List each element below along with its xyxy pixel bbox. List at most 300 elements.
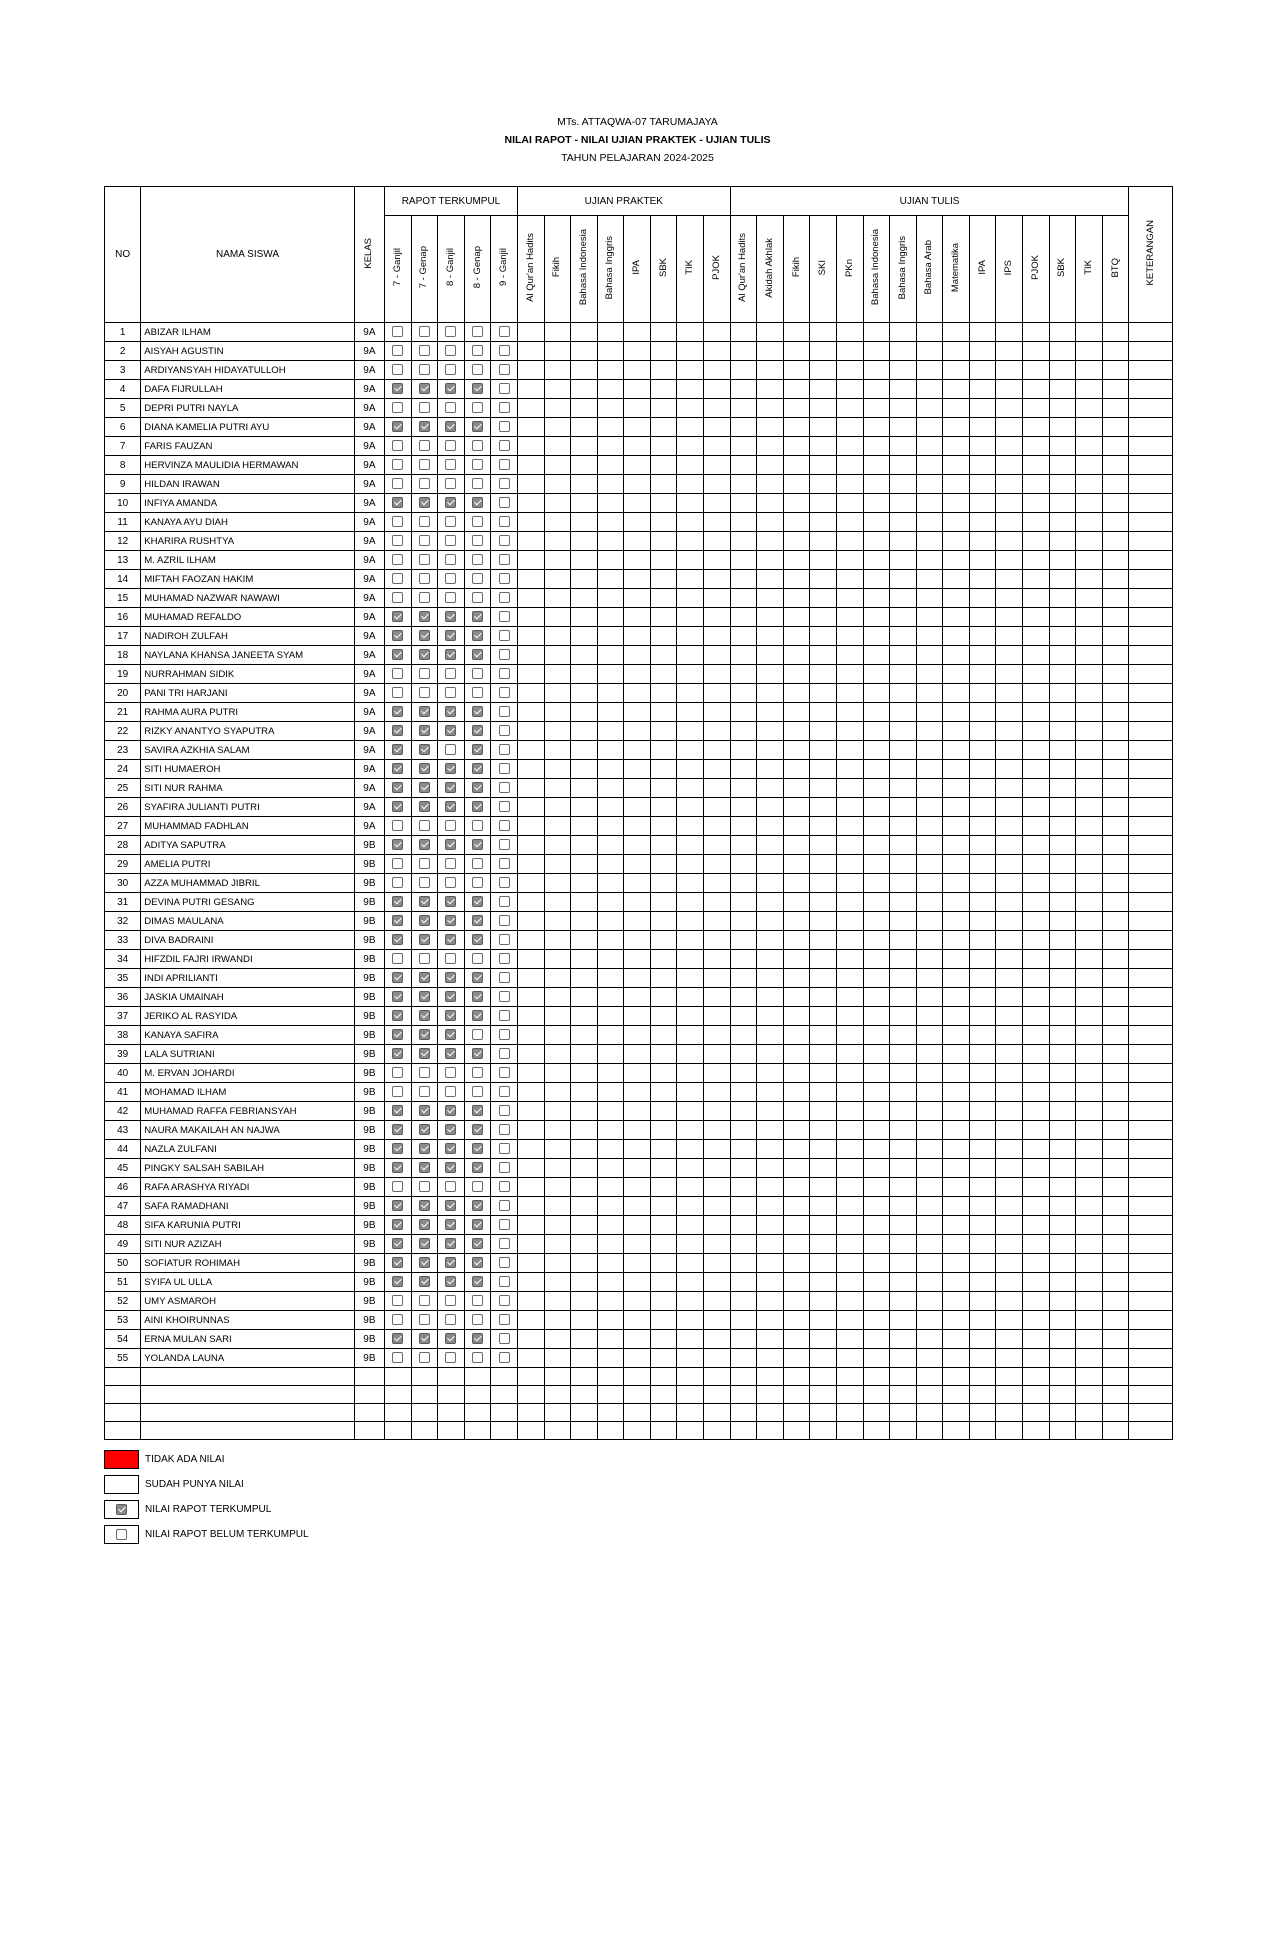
unchecked-checkbox[interactable] — [445, 1295, 456, 1306]
checked-checkbox[interactable] — [472, 1333, 483, 1344]
checked-checkbox[interactable] — [419, 421, 430, 432]
unchecked-checkbox[interactable] — [445, 402, 456, 413]
checked-checkbox[interactable] — [419, 801, 430, 812]
unchecked-checkbox[interactable] — [499, 763, 510, 774]
unchecked-checkbox[interactable] — [499, 668, 510, 679]
unchecked-checkbox[interactable] — [445, 440, 456, 451]
checked-checkbox[interactable] — [392, 1143, 403, 1154]
unchecked-checkbox[interactable] — [445, 1086, 456, 1097]
unchecked-checkbox[interactable] — [499, 573, 510, 584]
checked-checkbox[interactable] — [419, 744, 430, 755]
checked-checkbox[interactable] — [472, 1200, 483, 1211]
checked-checkbox[interactable] — [445, 706, 456, 717]
checked-checkbox[interactable] — [445, 1238, 456, 1249]
checked-checkbox[interactable] — [472, 763, 483, 774]
cell-grade — [1023, 988, 1050, 1007]
checked-checkbox[interactable] — [472, 991, 483, 1002]
unchecked-checkbox[interactable] — [392, 478, 403, 489]
unchecked-checkbox[interactable] — [419, 877, 430, 888]
unchecked-checkbox[interactable] — [392, 345, 403, 356]
unchecked-checkbox[interactable] — [472, 820, 483, 831]
unchecked-checkbox[interactable] — [392, 326, 403, 337]
unchecked-checkbox[interactable] — [445, 364, 456, 375]
unchecked-checkbox[interactable] — [419, 1314, 430, 1325]
checked-checkbox[interactable] — [392, 1010, 403, 1021]
unchecked-checkbox[interactable] — [445, 592, 456, 603]
checked-checkbox[interactable] — [472, 1238, 483, 1249]
checked-checkbox[interactable] — [419, 782, 430, 793]
unchecked-checkbox[interactable] — [419, 687, 430, 698]
unchecked-checkbox[interactable] — [392, 1181, 403, 1192]
checked-checkbox[interactable] — [392, 649, 403, 660]
unchecked-checkbox[interactable] — [419, 858, 430, 869]
unchecked-checkbox[interactable] — [419, 326, 430, 337]
checked-checkbox[interactable] — [472, 497, 483, 508]
unchecked-checkbox[interactable] — [499, 1333, 510, 1344]
checked-checkbox[interactable] — [445, 896, 456, 907]
unchecked-checkbox[interactable] — [392, 1295, 403, 1306]
checked-checkbox[interactable] — [472, 383, 483, 394]
unchecked-checkbox[interactable] — [419, 364, 430, 375]
checked-checkbox[interactable] — [445, 1333, 456, 1344]
unchecked-checkbox[interactable] — [392, 820, 403, 831]
unchecked-checkbox[interactable] — [472, 1314, 483, 1325]
unchecked-checkbox[interactable] — [472, 1086, 483, 1097]
checked-checkbox[interactable] — [419, 383, 430, 394]
checked-checkbox[interactable] — [419, 972, 430, 983]
unchecked-checkbox[interactable] — [392, 668, 403, 679]
unchecked-checkbox[interactable] — [445, 535, 456, 546]
checked-checkbox[interactable] — [472, 421, 483, 432]
cell-grade — [1049, 1121, 1076, 1140]
checked-checkbox[interactable] — [419, 630, 430, 641]
unchecked-checkbox[interactable] — [499, 896, 510, 907]
unchecked-checkbox[interactable] — [472, 592, 483, 603]
checked-checkbox[interactable] — [472, 1162, 483, 1173]
unchecked-checkbox[interactable] — [499, 497, 510, 508]
checked-checkbox[interactable] — [445, 801, 456, 812]
checked-checkbox[interactable] — [472, 725, 483, 736]
checked-checkbox[interactable] — [445, 915, 456, 926]
unchecked-checkbox[interactable] — [419, 516, 430, 527]
unchecked-checkbox[interactable] — [499, 839, 510, 850]
unchecked-checkbox[interactable] — [499, 649, 510, 660]
cell-grade — [783, 494, 810, 513]
checked-checkbox[interactable] — [392, 1276, 403, 1287]
unchecked-checkbox[interactable] — [392, 1086, 403, 1097]
unchecked-checkbox[interactable] — [499, 1219, 510, 1230]
checked-checkbox[interactable] — [445, 649, 456, 660]
unchecked-checkbox[interactable] — [472, 478, 483, 489]
checked-checkbox[interactable] — [392, 915, 403, 926]
checked-checkbox[interactable] — [392, 1257, 403, 1268]
unchecked-checkbox[interactable] — [499, 782, 510, 793]
checked-checkbox[interactable] — [419, 725, 430, 736]
checked-checkbox[interactable] — [445, 497, 456, 508]
unchecked-checkbox[interactable] — [419, 478, 430, 489]
unchecked-checkbox[interactable] — [392, 554, 403, 565]
checked-checkbox[interactable] — [472, 1124, 483, 1135]
unchecked-checkbox[interactable] — [445, 516, 456, 527]
unchecked-checkbox[interactable] — [445, 326, 456, 337]
checked-checkbox[interactable] — [419, 1219, 430, 1230]
cell-grade — [624, 1330, 651, 1349]
unchecked-checkbox[interactable] — [445, 1067, 456, 1078]
checked-checkbox[interactable] — [392, 1162, 403, 1173]
unchecked-checkbox[interactable] — [499, 402, 510, 413]
checked-checkbox[interactable] — [445, 782, 456, 793]
unchecked-checkbox[interactable] — [472, 1352, 483, 1363]
unchecked-checkbox[interactable] — [499, 687, 510, 698]
unchecked-checkbox[interactable] — [499, 1276, 510, 1287]
unchecked-checkbox[interactable] — [472, 516, 483, 527]
unchecked-checkbox[interactable] — [419, 1181, 430, 1192]
unchecked-checkbox[interactable] — [499, 1295, 510, 1306]
unchecked-checkbox[interactable] — [499, 1238, 510, 1249]
checked-checkbox[interactable] — [445, 1010, 456, 1021]
unchecked-checkbox[interactable] — [445, 877, 456, 888]
checked-checkbox[interactable] — [392, 421, 403, 432]
checked-checkbox[interactable] — [419, 1276, 430, 1287]
unchecked-checkbox[interactable] — [472, 364, 483, 375]
cell-grade — [517, 931, 544, 950]
unchecked-checkbox[interactable] — [472, 402, 483, 413]
unchecked-checkbox[interactable] — [472, 573, 483, 584]
unchecked-checkbox[interactable] — [445, 820, 456, 831]
checked-checkbox[interactable] — [419, 1124, 430, 1135]
unchecked-checkbox[interactable] — [392, 1352, 403, 1363]
unchecked-checkbox[interactable] — [445, 478, 456, 489]
cell-keterangan — [1129, 532, 1173, 551]
checked-checkbox[interactable] — [392, 991, 403, 1002]
unchecked-checkbox[interactable] — [419, 345, 430, 356]
checked-checkbox[interactable] — [445, 630, 456, 641]
checked-checkbox[interactable] — [419, 1162, 430, 1173]
unchecked-checkbox[interactable] — [445, 1181, 456, 1192]
checked-checkbox[interactable] — [419, 1238, 430, 1249]
unchecked-checkbox[interactable] — [392, 364, 403, 375]
unchecked-checkbox[interactable] — [499, 1257, 510, 1268]
checked-checkbox[interactable] — [472, 1105, 483, 1116]
unchecked-checkbox[interactable] — [392, 1314, 403, 1325]
checked-checkbox[interactable] — [392, 1219, 403, 1230]
cell-no: 29 — [105, 855, 141, 874]
unchecked-checkbox[interactable] — [445, 668, 456, 679]
checked-checkbox[interactable] — [392, 630, 403, 641]
unchecked-checkbox[interactable] — [445, 1352, 456, 1363]
unchecked-checkbox[interactable] — [499, 744, 510, 755]
unchecked-checkbox[interactable] — [499, 934, 510, 945]
unchecked-checkbox[interactable] — [392, 535, 403, 546]
checked-checkbox[interactable] — [445, 421, 456, 432]
checked-checkbox[interactable] — [472, 915, 483, 926]
checked-checkbox[interactable] — [419, 1048, 430, 1059]
checked-checkbox[interactable] — [445, 1143, 456, 1154]
unchecked-checkbox[interactable] — [419, 440, 430, 451]
checked-checkbox[interactable] — [392, 934, 403, 945]
cell-grade — [1102, 570, 1129, 589]
checked-checkbox[interactable] — [392, 744, 403, 755]
unchecked-checkbox[interactable] — [445, 687, 456, 698]
unchecked-checkbox[interactable] — [499, 554, 510, 565]
unchecked-checkbox[interactable] — [499, 1010, 510, 1021]
checked-checkbox[interactable] — [392, 1029, 403, 1040]
checked-checkbox[interactable] — [445, 1257, 456, 1268]
cell-grade — [916, 684, 943, 703]
unchecked-checkbox[interactable] — [499, 820, 510, 831]
unchecked-checkbox[interactable] — [499, 1181, 510, 1192]
unchecked-checkbox[interactable] — [499, 1124, 510, 1135]
unchecked-checkbox[interactable] — [472, 877, 483, 888]
unchecked-checkbox[interactable] — [499, 915, 510, 926]
checked-checkbox[interactable] — [472, 839, 483, 850]
unchecked-checkbox[interactable] — [419, 535, 430, 546]
unchecked-checkbox[interactable] — [419, 1352, 430, 1363]
unchecked-checkbox[interactable] — [392, 877, 403, 888]
checked-checkbox[interactable] — [419, 991, 430, 1002]
unchecked-checkbox[interactable] — [392, 858, 403, 869]
unchecked-checkbox[interactable] — [472, 345, 483, 356]
checked-checkbox[interactable] — [392, 972, 403, 983]
checked-checkbox[interactable] — [472, 630, 483, 641]
unchecked-checkbox[interactable] — [472, 535, 483, 546]
checked-checkbox[interactable] — [392, 383, 403, 394]
unchecked-checkbox[interactable] — [499, 592, 510, 603]
checked-checkbox[interactable] — [445, 383, 456, 394]
checked-checkbox[interactable] — [472, 1219, 483, 1230]
checked-checkbox[interactable] — [392, 1200, 403, 1211]
checked-checkbox[interactable] — [472, 934, 483, 945]
checked-checkbox[interactable] — [419, 1105, 430, 1116]
unchecked-checkbox[interactable] — [419, 592, 430, 603]
unchecked-checkbox[interactable] — [472, 687, 483, 698]
unchecked-checkbox[interactable] — [499, 706, 510, 717]
unchecked-checkbox[interactable] — [472, 668, 483, 679]
unchecked-checkbox[interactable] — [499, 1048, 510, 1059]
cell-rapot-1 — [411, 931, 438, 950]
unchecked-checkbox[interactable] — [499, 1314, 510, 1325]
unchecked-checkbox[interactable] — [499, 440, 510, 451]
cell-grade — [597, 703, 624, 722]
checked-checkbox[interactable] — [445, 611, 456, 622]
unchecked-checkbox[interactable] — [419, 820, 430, 831]
unchecked-checkbox[interactable] — [499, 1162, 510, 1173]
cell-grade — [969, 779, 996, 798]
checked-checkbox[interactable] — [419, 763, 430, 774]
unchecked-checkbox[interactable] — [392, 1067, 403, 1078]
cell-grade — [730, 1330, 757, 1349]
unchecked-checkbox[interactable] — [472, 858, 483, 869]
unchecked-checkbox[interactable] — [472, 554, 483, 565]
checked-checkbox[interactable] — [419, 1143, 430, 1154]
unchecked-checkbox[interactable] — [499, 858, 510, 869]
unchecked-checkbox[interactable] — [445, 345, 456, 356]
checked-checkbox[interactable] — [445, 839, 456, 850]
checked-checkbox[interactable] — [445, 934, 456, 945]
checked-checkbox[interactable] — [472, 744, 483, 755]
checked-checkbox[interactable] — [445, 1124, 456, 1135]
unchecked-checkbox[interactable] — [392, 459, 403, 470]
checked-checkbox[interactable] — [472, 782, 483, 793]
checked-checkbox[interactable] — [472, 1276, 483, 1287]
checked-checkbox[interactable] — [419, 1333, 430, 1344]
checked-checkbox[interactable] — [392, 782, 403, 793]
unchecked-checkbox[interactable] — [392, 592, 403, 603]
unchecked-checkbox[interactable] — [419, 1295, 430, 1306]
unchecked-checkbox[interactable] — [499, 611, 510, 622]
checked-checkbox[interactable] — [472, 801, 483, 812]
unchecked-checkbox[interactable] — [445, 858, 456, 869]
checked-checkbox[interactable] — [419, 915, 430, 926]
unchecked-checkbox[interactable] — [499, 1200, 510, 1211]
unchecked-checkbox[interactable] — [392, 440, 403, 451]
checked-checkbox[interactable] — [445, 991, 456, 1002]
checked-checkbox[interactable] — [392, 839, 403, 850]
cell-grade — [650, 912, 677, 931]
checked-checkbox[interactable] — [472, 1010, 483, 1021]
unchecked-checkbox[interactable] — [499, 516, 510, 527]
unchecked-checkbox[interactable] — [499, 478, 510, 489]
checked-checkbox[interactable] — [419, 611, 430, 622]
unchecked-checkbox[interactable] — [499, 877, 510, 888]
unchecked-checkbox[interactable] — [419, 1067, 430, 1078]
checked-checkbox[interactable] — [419, 839, 430, 850]
checked-checkbox[interactable] — [419, 1010, 430, 1021]
unchecked-checkbox[interactable] — [419, 573, 430, 584]
checked-checkbox[interactable] — [472, 611, 483, 622]
unchecked-checkbox[interactable] — [392, 573, 403, 584]
unchecked-checkbox[interactable] — [445, 744, 456, 755]
unchecked-checkbox[interactable] — [499, 364, 510, 375]
unchecked-checkbox[interactable] — [499, 1143, 510, 1154]
checked-checkbox[interactable] — [392, 706, 403, 717]
checked-checkbox[interactable] — [392, 763, 403, 774]
checked-checkbox[interactable] — [392, 1124, 403, 1135]
unchecked-checkbox[interactable] — [499, 421, 510, 432]
unchecked-checkbox[interactable] — [445, 554, 456, 565]
unchecked-checkbox[interactable] — [499, 801, 510, 812]
unchecked-checkbox[interactable] — [392, 953, 403, 964]
checked-checkbox[interactable] — [419, 896, 430, 907]
unchecked-checkbox[interactable] — [472, 953, 483, 964]
checked-checkbox[interactable] — [472, 972, 483, 983]
unchecked-checkbox[interactable] — [472, 1029, 483, 1040]
unchecked-checkbox[interactable] — [445, 573, 456, 584]
unchecked-checkbox[interactable] — [472, 459, 483, 470]
checked-checkbox[interactable] — [472, 1048, 483, 1059]
unchecked-checkbox[interactable] — [472, 1181, 483, 1192]
unchecked-checkbox[interactable] — [445, 953, 456, 964]
checked-checkbox[interactable] — [445, 1029, 456, 1040]
checked-checkbox[interactable] — [419, 497, 430, 508]
unchecked-checkbox[interactable] — [419, 668, 430, 679]
checked-checkbox[interactable] — [419, 1257, 430, 1268]
unchecked-checkbox[interactable] — [499, 1086, 510, 1097]
checked-checkbox[interactable] — [445, 1048, 456, 1059]
unchecked-checkbox[interactable] — [419, 953, 430, 964]
cell-grade — [703, 1102, 730, 1121]
unchecked-checkbox[interactable] — [499, 1105, 510, 1116]
unchecked-checkbox[interactable] — [499, 326, 510, 337]
unchecked-checkbox[interactable] — [419, 402, 430, 413]
unchecked-checkbox[interactable] — [499, 630, 510, 641]
cell-keterangan — [1129, 513, 1173, 532]
cell-rapot-2 — [438, 589, 465, 608]
unchecked-checkbox[interactable] — [472, 1067, 483, 1078]
unchecked-checkbox[interactable] — [499, 953, 510, 964]
cell-kelas: 9A — [354, 551, 384, 570]
checked-checkbox[interactable] — [419, 934, 430, 945]
checked-checkbox[interactable] — [445, 972, 456, 983]
cell-grade — [916, 950, 943, 969]
checked-checkbox[interactable] — [392, 497, 403, 508]
cell-grade — [863, 494, 890, 513]
unchecked-checkbox[interactable] — [392, 402, 403, 413]
checked-checkbox[interactable] — [392, 801, 403, 812]
checked-checkbox[interactable] — [472, 1143, 483, 1154]
unchecked-checkbox[interactable] — [472, 440, 483, 451]
unchecked-checkbox[interactable] — [499, 345, 510, 356]
checked-checkbox[interactable] — [419, 1029, 430, 1040]
unchecked-checkbox[interactable] — [419, 459, 430, 470]
checked-checkbox[interactable] — [392, 725, 403, 736]
unchecked-checkbox[interactable] — [472, 1295, 483, 1306]
unchecked-checkbox[interactable] — [499, 972, 510, 983]
checked-checkbox[interactable] — [445, 763, 456, 774]
checked-checkbox[interactable] — [445, 1200, 456, 1211]
checked-checkbox[interactable] — [472, 649, 483, 660]
checked-checkbox[interactable] — [472, 896, 483, 907]
checked-checkbox[interactable] — [419, 706, 430, 717]
cell-grade — [1102, 798, 1129, 817]
cell-kelas: 9B — [354, 1140, 384, 1159]
cell-grade — [996, 779, 1023, 798]
checked-checkbox[interactable] — [445, 1276, 456, 1287]
unchecked-checkbox[interactable] — [499, 1352, 510, 1363]
checked-checkbox[interactable] — [472, 706, 483, 717]
checked-checkbox[interactable] — [392, 1333, 403, 1344]
unchecked-checkbox[interactable] — [499, 459, 510, 470]
checked-checkbox[interactable] — [445, 725, 456, 736]
unchecked-checkbox[interactable] — [392, 516, 403, 527]
checked-checkbox[interactable] — [392, 1238, 403, 1249]
checked-checkbox[interactable] — [419, 649, 430, 660]
unchecked-checkbox[interactable] — [445, 1314, 456, 1325]
checked-checkbox[interactable] — [445, 1162, 456, 1173]
unchecked-checkbox[interactable] — [499, 1067, 510, 1078]
unchecked-checkbox[interactable] — [499, 725, 510, 736]
checked-checkbox[interactable] — [419, 1200, 430, 1211]
checked-checkbox[interactable] — [445, 1219, 456, 1230]
checked-checkbox[interactable] — [392, 896, 403, 907]
unchecked-checkbox[interactable] — [419, 1086, 430, 1097]
cell-grade — [1076, 779, 1103, 798]
unchecked-checkbox[interactable] — [445, 459, 456, 470]
unchecked-checkbox[interactable] — [419, 554, 430, 565]
unchecked-checkbox[interactable] — [392, 687, 403, 698]
unchecked-checkbox[interactable] — [499, 535, 510, 546]
unchecked-checkbox[interactable] — [472, 326, 483, 337]
cell-grade — [863, 760, 890, 779]
unchecked-checkbox[interactable] — [499, 991, 510, 1002]
checked-checkbox[interactable] — [392, 1105, 403, 1116]
checked-checkbox[interactable] — [392, 1048, 403, 1059]
checked-checkbox[interactable] — [445, 1105, 456, 1116]
checked-checkbox[interactable] — [472, 1257, 483, 1268]
unchecked-checkbox[interactable] — [499, 383, 510, 394]
checked-checkbox[interactable] — [392, 611, 403, 622]
unchecked-checkbox[interactable] — [499, 1029, 510, 1040]
